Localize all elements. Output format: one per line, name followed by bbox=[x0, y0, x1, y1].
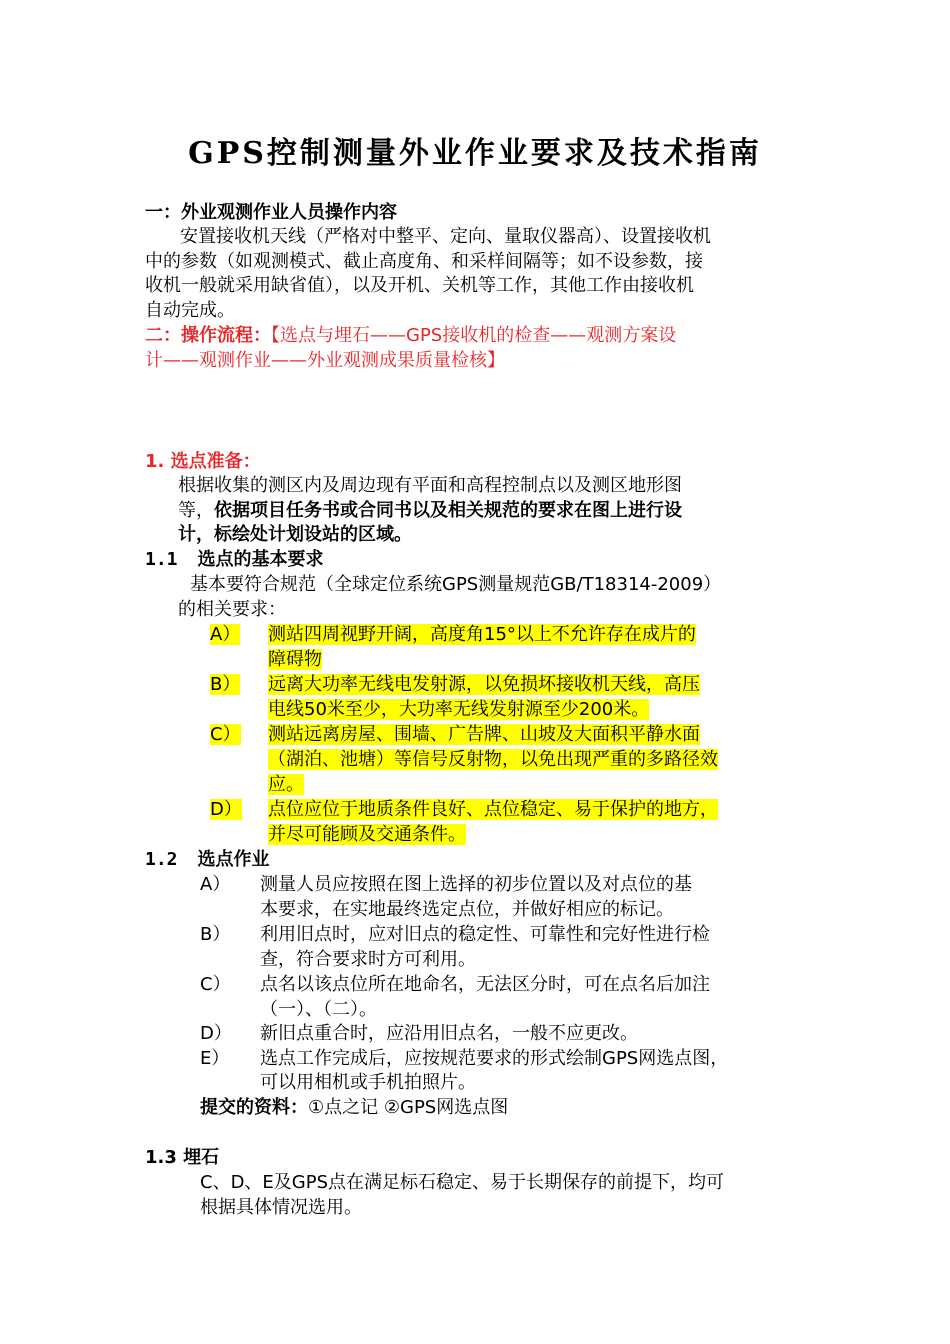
subsection-1-2-heading bbox=[145, 848, 270, 872]
work-item-e-line-1: 选点工作完成后，应按规范要求的形式绘制GPS网选点图， bbox=[260, 1048, 729, 1069]
submit-materials bbox=[200, 1096, 508, 1120]
req-item-c-label: C） bbox=[210, 724, 241, 745]
req-item-d-label: D） bbox=[210, 799, 242, 820]
work-item-b-label: B） bbox=[200, 924, 231, 945]
section-1-line-2: 中的参数（如观测模式、截止高度角、和采样间隔等；如不设参数，接 bbox=[145, 251, 703, 272]
req-item-b-line-1: 远离大功率无线电发射源，以免损坏接收机天线，高压 bbox=[268, 674, 700, 695]
subsection-1-3-line-1: C、D、E及GPS点在满足标石稳定、易于长期保存的前提下，均可 bbox=[200, 1172, 725, 1193]
prep-line-2-bold: 依据项目任务书或合同书以及相关规范的要求在图上进行设 bbox=[214, 500, 682, 521]
req-item-b-label: B） bbox=[210, 674, 241, 695]
work-item-d-line-1: 新旧点重合时，应沿用旧点名，一般不应更改。 bbox=[260, 1023, 638, 1044]
work-item-a-line-2: 本要求，在实地最终选定点位，并做好相应的标记。 bbox=[260, 899, 674, 920]
section-2-line-1 bbox=[145, 324, 676, 348]
section-1-line-1: 安置接收机天线（严格对中整平、定向、量取仪器高）、设置接收机 bbox=[180, 226, 711, 247]
document-title: GPS控制测量外业作业要求及技术指南 bbox=[188, 136, 762, 171]
submit-materials-items: ①点之记 ②GPS网选点图 bbox=[308, 1097, 509, 1118]
req-item-c-line-1: 测站远离房屋、围墙、广告牌、山坡及大面积平静水面 bbox=[268, 724, 700, 745]
prep-line-3: 计，标绘处计划设站的区域。 bbox=[178, 524, 412, 545]
req-item-a-line-2: 障碍物 bbox=[268, 649, 322, 670]
work-item-d-label: D） bbox=[200, 1023, 232, 1044]
subsection-1-1-number: 1.1 bbox=[145, 549, 178, 570]
section-1-heading: 一：外业观测作业人员操作内容 bbox=[145, 202, 397, 223]
subsection-1-1-line-1: 基本要符合规范（全球定位系统GPS测量规范GB/T18314-2009） bbox=[190, 574, 722, 595]
section-1-line-3: 收机一般就采用缺省值），以及开机、关机等工作，其他工作由接收机 bbox=[145, 275, 694, 296]
subsection-1-2-title: 选点作业 bbox=[197, 849, 270, 870]
req-item-b-line-2: 电线50米至少，大功率无线发射源至少200米。 bbox=[268, 699, 650, 720]
subsection-1-3-line-2: 根据具体情况选用。 bbox=[200, 1197, 362, 1218]
subsection-1-1-line-2: 的相关要求： bbox=[178, 599, 286, 620]
work-item-c-line-2: （一）、（二）。 bbox=[260, 999, 377, 1020]
section-1-line-4: 自动完成。 bbox=[145, 300, 235, 321]
work-item-b-line-1: 利用旧点时，应对旧点的稳定性、可靠性和完好性进行检 bbox=[260, 924, 710, 945]
section-2-flow-part-2: 计——观测作业——外业观测成果质量检核】 bbox=[145, 350, 505, 371]
work-item-c-label: C） bbox=[200, 974, 231, 995]
submit-materials-label: 提交的资料： bbox=[200, 1097, 308, 1118]
req-item-a-label: A） bbox=[210, 624, 241, 645]
work-item-b-line-2: 查，符合要求时方可利用。 bbox=[260, 949, 476, 970]
section-2-flow-part-1: 【选点与埋石——GPS接收机的检查——观测方案设 bbox=[271, 325, 677, 346]
work-item-a-line-1: 测量人员应按照在图上选择的初步位置以及对点位的基 bbox=[260, 874, 692, 895]
req-item-d-line-2: 并尽可能顾及交通条件。 bbox=[268, 824, 466, 845]
req-item-c-line-2: （湖泊、池塘）等信号反射物，以免出现严重的多路径效 bbox=[268, 749, 718, 770]
req-item-c-line-3: 应。 bbox=[268, 774, 304, 795]
prep-line-2 bbox=[178, 499, 682, 523]
work-item-e-label: E） bbox=[200, 1048, 230, 1069]
prep-line-1: 根据收集的测区内及周边现有平面和高程控制点以及测区地形图 bbox=[178, 475, 682, 496]
subsection-1-3-heading: 1.3 埋石 bbox=[145, 1147, 220, 1168]
work-item-e-line-2: 可以用相机或手机拍照片。 bbox=[260, 1072, 476, 1093]
work-item-c-line-1: 点名以该点位所在地命名，无法区分时，可在点名后加注 bbox=[260, 974, 710, 995]
req-item-a-line-1: 测站四周视野开阔，高度角15°以上不允许存在成片的 bbox=[268, 624, 696, 645]
subsection-1-1-title: 选点的基本要求 bbox=[197, 549, 324, 570]
work-item-a-label: A） bbox=[200, 874, 231, 895]
req-item-d-line-1: 点位应位于地质条件良好、点位稳定、易于保护的地方， bbox=[268, 799, 718, 820]
subsection-1-2-number: 1.2 bbox=[145, 849, 178, 870]
prep-line-2-plain: 等， bbox=[178, 500, 214, 521]
prep-heading: 1. 选点准备： bbox=[145, 451, 261, 472]
section-2-label: 二：操作流程： bbox=[145, 325, 271, 346]
subsection-1-1-heading bbox=[145, 548, 324, 572]
